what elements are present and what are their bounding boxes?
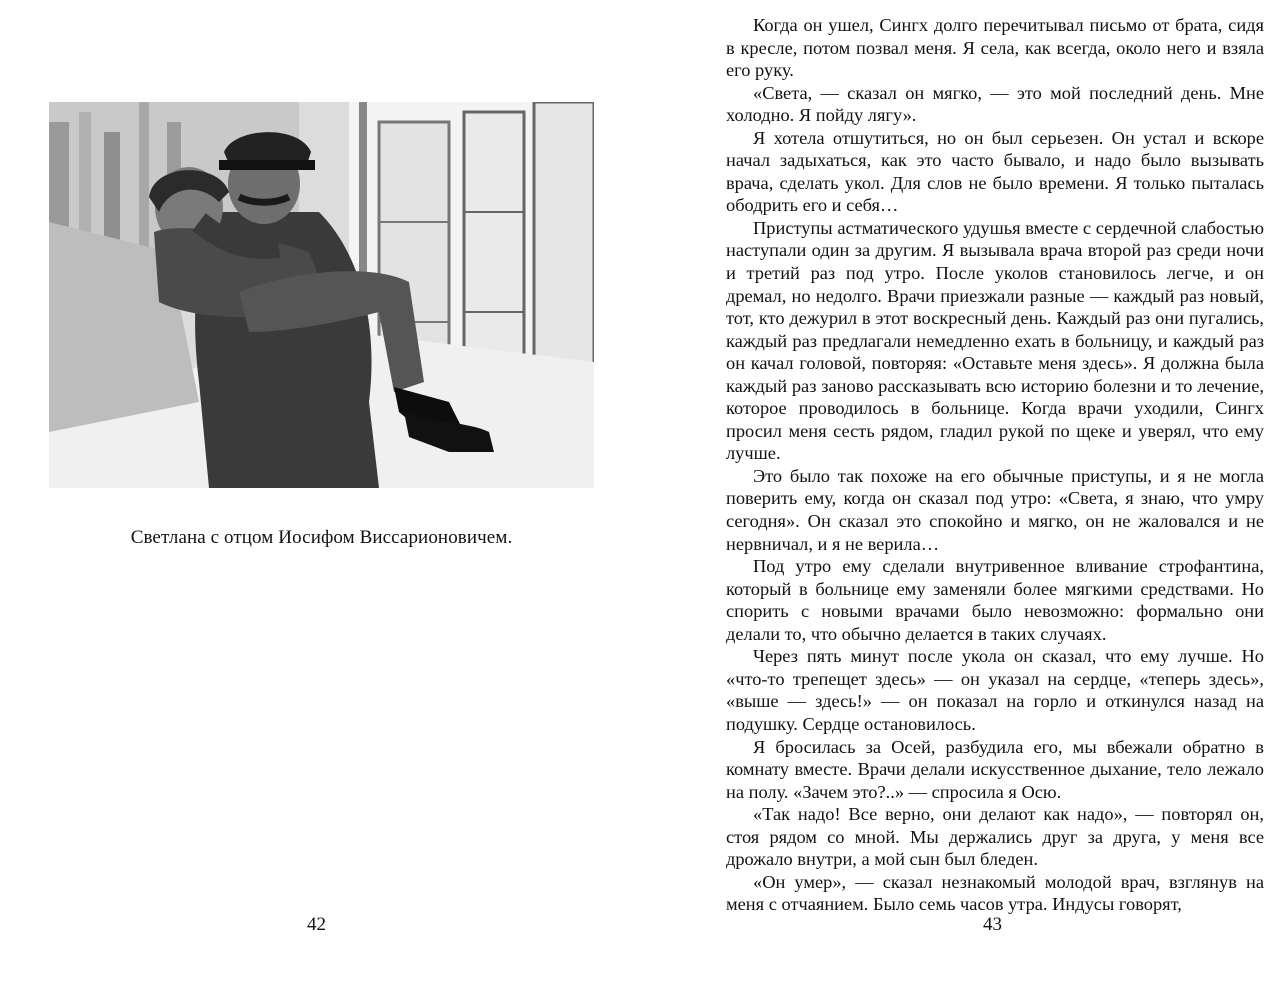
paragraph: Я хотела отшутиться, но он был серьезен. Он устал и вскоре начал задыхаться, как это часто бывало, и надо было вызывать врача, сделать укол. Для слов не было времени. Я только пыталась ободрить его и себя… bbox=[726, 127, 1264, 216]
paragraph: Под утро ему сделали внутривенное вливание строфантина, который в больнице ему заменяли более мягкими средствами. Но спорить с новыми врачами было невозможно: формально они делали то, что обычно делается в таких случаях. bbox=[726, 556, 1264, 644]
page-number-left: 42 bbox=[307, 914, 326, 935]
right-page bbox=[636, 0, 1272, 1008]
photo-image bbox=[49, 102, 594, 488]
photo-caption: Светлана с отцом Иосифом Виссарионовичем. bbox=[130, 527, 513, 548]
paragraph: «Он умер», — сказал незнакомый молодой врач, взглянув на меня с отчаянием. Было семь часов утра. Индусы говорят, bbox=[726, 871, 1264, 915]
paragraph: Приступы астматического удушья вместе с сердечной слабостью наступали один за другим. Я вызывала врача второй раз среди ночи и третий раз под утро. После уколов становилось легче, и он дремал, но недолго. Врачи приезжали разные — каждый раз новый, тот, кто дежурил в этот воскресный день. Каждый раз они пугались, каждый раз предлагали немедленно ехать в больницу, и каждый раз он качал головой, повторяя: «Оставьте меня здесь». Я должна была каждый раз заново рассказывать всю историю болезни и то лечение, которое проводилось в больнице. Когда врачи уходили, Сингх просил меня сесть рядом, гладил рукой по щеке и уверял, что ему лучше. bbox=[726, 217, 1264, 464]
paragraph: Когда он ушел, Сингх долго перечитывал письмо от брата, сидя в кресле, потом позвал меня. Я села, как всегда, около него и взяла его руку. bbox=[726, 15, 1264, 81]
body-text bbox=[726, 14, 1264, 916]
paragraph: Это было так похоже на его обычные приступы, и я не могла поверить ему, когда он сказал под утро: «Света, я знаю, что умру сегодня». Он сказал это спокойно и мягко, он не жаловался и не нервничал, и я не верила… bbox=[726, 465, 1264, 554]
paragraph: Через пять минут после укола он сказал, что ему лучше. Но «что-то трепещет здесь» — он указал на сердце, «теперь здесь», «выше — здесь!» — он показал на горло и откинулся назад на подушку. Сердце остановилось. bbox=[726, 646, 1264, 734]
paragraph: «Так надо! Все верно, они делают как надо», — повторял он, стоя рядом со мной. Мы держались друг за друга, у меня все дрожало внутри, а мой сын был бледен. bbox=[726, 804, 1264, 870]
paragraph: Я бросилась за Осей, разбудила его, мы вбежали обратно в комнату вместе. Врачи делали искусственное дыхание, тело лежало на полу. «Зачем это?..» — спросила я Осю. bbox=[726, 736, 1264, 802]
page-number-right: 43 bbox=[983, 914, 1002, 935]
paragraph: «Света, — сказал он мягко, — это мой последний день. Мне холодно. Я пойду лягу». bbox=[726, 82, 1264, 126]
photo-illustration bbox=[49, 102, 594, 488]
